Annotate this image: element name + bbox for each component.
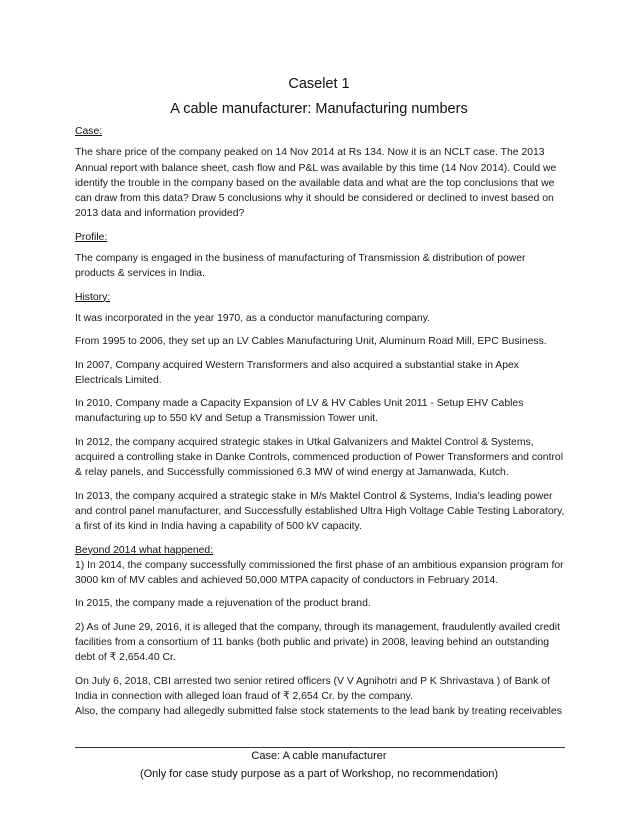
history-paragraph: In 2012, the company acquired strategic stakes in Utkal Galvanizers and Maktel Control & Systems, acquired a controlling stake in Danke Controls, commenced production of Power Transformers and control & relay panels, and Successfully commissioned 6.3 MW of wind energy at Jamanwada, Kutch. [75, 436, 564, 479]
profile-heading: Profile: [75, 231, 108, 243]
history-paragraph: It was incorporated in the year 1970, as a conductor manufacturing company. [75, 312, 431, 324]
beyond-paragraph: On July 6, 2018, CBI arrested two senior retired officers (V V Agnihotri and P K Shrivastava ) of Bank of India in connection with alleged loan fraud of ₹ 2,654 Cr. by the company. [75, 675, 550, 702]
beyond-paragraph: 1) In 2014, the company successfully commissioned the first phase of an ambitious expansion program for 3000 km of MV cables and achieved 50,000 MTPA capacity of conductors in February 2014. [75, 559, 564, 587]
history-paragraph: In 2007, Company acquired Western Transformers and also acquired a substantial stake in Apex Electricals Limited. [75, 359, 519, 386]
history-paragraph: In 2010, Company made a Capacity Expansion of LV & HV Cables Unit 2011 - Setup EHV Cables manufacturing up to 550 kV and Setup a Transmission Tower unit. [75, 398, 524, 425]
beyond-paragraph: In 2015, the company made a rejuvenation of the product brand. [75, 598, 371, 610]
profile-paragraph: The company is engaged in the business of manufacturing of Transmission & distribution of power products & services in India. [75, 253, 526, 280]
beyond-paragraph: Also, the company had allegedly submitted false stock statements to the lead bank by treating receivables [75, 706, 562, 718]
history-paragraph: From 1995 to 2006, they set up an LV Cables Manufacturing Unit, Aluminum Road Mill, EPC Business. [75, 336, 547, 348]
case-paragraph: The share price of the company peaked on 14 Nov 2014 at Rs 134. Now it is an NCLT case. The 2013 Annual report with balance sheet, cash flow and P&L was available by this time (14 Nov 2014). Could we identify the trouble in the company based on the available data and what are the top conclusions that we can draw from this data? Draw 5 conclusions why it should be considered or declined to invest based on 2013 data and information provided? [75, 147, 557, 220]
page-title: Caselet 1 [288, 76, 350, 92]
footer-title: Case: A cable manufacturer [251, 750, 387, 762]
footer-divider [75, 747, 565, 748]
page-subtitle: A cable manufacturer: Manufacturing numbers [170, 101, 468, 117]
history-heading: History: [75, 291, 111, 303]
beyond-paragraph: 2) As of June 29, 2016, it is alleged that the company, through its management, fraudulently availed credit facilities from a consortium of 11 banks (both public and private) in 2008, leaving behind an outstanding debt of ₹ 2,654.40 Cr. [75, 621, 560, 664]
beyond-heading: Beyond 2014 what happened: [75, 544, 214, 556]
history-paragraph: In 2013, the company acquired a strategic stake in M/s Maktel Control & Systems, India’s leading power and control panel manufacturer, and Successfully established Ultra High Voltage Cable Testing Laboratory, a first of its kind in India having a capability of 500 kV capacity. [75, 490, 565, 533]
footer-disclaimer: (Only for case study purpose as a part of Workshop, no recommendation) [139, 768, 499, 780]
document-body [75, 124, 567, 720]
case-heading: Case: [75, 126, 103, 137]
